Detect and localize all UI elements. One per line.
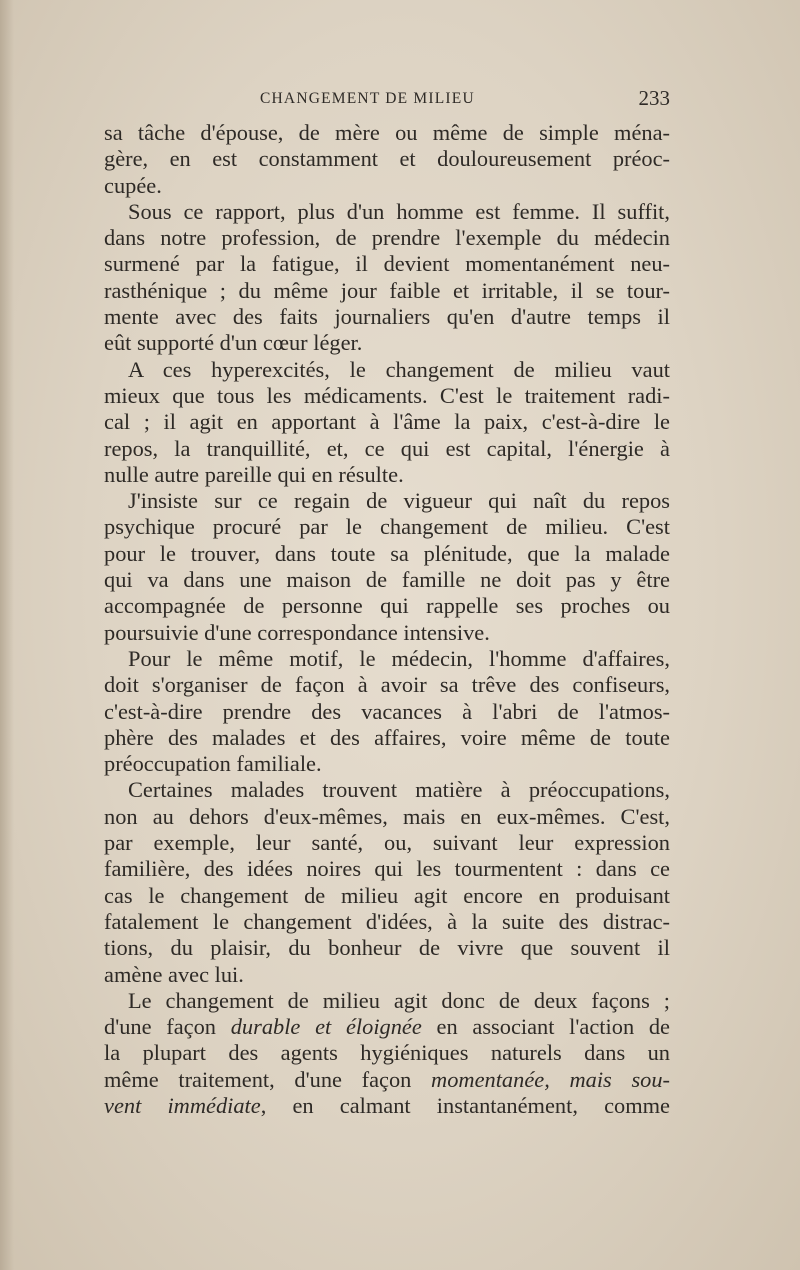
text-line: préoccupation familiale.: [104, 751, 322, 777]
text-line: gère, en est constamment et douloureusement préoc-: [104, 146, 670, 172]
page-number: 233: [638, 86, 670, 110]
text-line: la plupart des agents hygiéniques naturels dans un: [104, 1040, 670, 1066]
text-line: Le changement de milieu agit donc de deux façons ;: [128, 987, 670, 1013]
text-line: familière, des idées noires qui les tourmentent : dans ce: [104, 856, 670, 882]
page-header: [104, 86, 670, 114]
text-line: doit s'organiser de façon à avoir sa trêve des confiseurs,: [104, 672, 670, 698]
text-line: mieux que tous les médicaments. C'est le traitement radi-: [104, 382, 670, 408]
text-line: poursuivie d'une correspondance intensive.: [104, 619, 490, 645]
text-line: fatalement le changement d'idées, à la suite des distrac-: [104, 908, 670, 934]
text-line: tions, du plaisir, du bonheur de vivre que souvent il: [104, 935, 670, 961]
text-line: amène avec lui.: [104, 961, 244, 987]
text-line: sa tâche d'épouse, de mère ou même de simple ména-: [104, 120, 670, 145]
emphasis: durable et éloignée: [230, 1014, 422, 1040]
emphasis: momentanée, mais sou-: [431, 1066, 671, 1092]
text-line: c'est-à-dire prendre des vacances à l'abri de l'atmos-: [104, 698, 670, 724]
text-line: accompagnée de personne qui rappelle ses proches ou: [104, 593, 670, 619]
text-line: A ces hyperexcités, le changement de milieu vaut: [128, 356, 670, 382]
text-line: par exemple, leur santé, ou, suivant leur expression: [104, 830, 670, 856]
text-line: cupée.: [104, 172, 162, 198]
text-line: cas le changement de milieu agit encore en produisant: [104, 882, 670, 908]
text-line: même traitement, d'une façon momentanée, mais sou-: [104, 1066, 671, 1092]
text-line: Sous ce rapport, plus d'un homme est femme. Il suffit,: [128, 198, 670, 224]
text-line: phère des malades et des affaires, voire même de toute: [104, 724, 670, 750]
text-line: rasthénique ; du même jour faible et irritable, il se tour-: [104, 277, 670, 303]
text-line: mente avec des faits journaliers qu'en d'autre temps il: [104, 304, 670, 330]
text-line: repos, la tranquillité, et, ce qui est capital, l'énergie à: [104, 435, 670, 461]
text-line: psychique procuré par le changement de milieu. C'est: [104, 514, 670, 540]
text-line: dans notre profession, de prendre l'exemple du médecin: [104, 225, 670, 251]
body-text: [104, 120, 670, 1119]
text-line: non au dehors d'eux-mêmes, mais en eux-mêmes. C'est,: [104, 803, 670, 829]
text-line: vent immédiate, en calmant instantanément, comme: [104, 1092, 670, 1118]
text-line: Pour le même motif, le médecin, l'homme d'affaires,: [128, 645, 670, 671]
running-title: CHANGEMENT DE MILIEU: [260, 90, 475, 107]
text-line: nulle autre pareille qui en résulte.: [104, 461, 404, 487]
text-line: qui va dans une maison de famille ne doit pas y être: [104, 567, 670, 593]
page-binding-edge: [0, 0, 14, 1270]
text-line: d'une façon durable et éloignée en associant l'action de: [104, 1014, 670, 1040]
text-line: cal ; il agit en apportant à l'âme la paix, c'est-à-dire le: [104, 409, 670, 435]
emphasis: vent immédiate: [104, 1092, 261, 1118]
text-line: Certaines malades trouvent matière à préoccupations,: [128, 777, 670, 803]
text-line: pour le trouver, dans toute sa plénitude, que la malade: [104, 540, 670, 566]
text-line: surmené par la fatigue, il devient momentanément neu-: [104, 251, 670, 277]
text-line: eût supporté d'un cœur léger.: [104, 330, 363, 356]
text-line: J'insiste sur ce regain de vigueur qui naît du repos: [128, 488, 670, 514]
